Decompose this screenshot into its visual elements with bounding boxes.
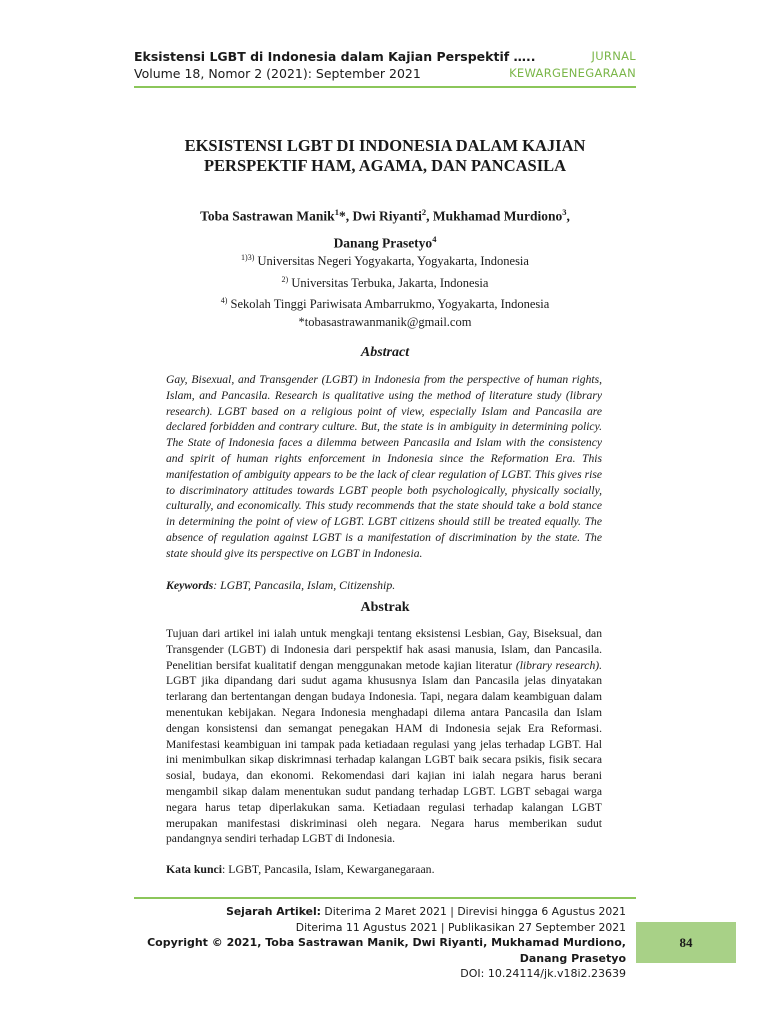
keywords-text: : LGBT, Pancasila, Islam, Citizenship. <box>213 578 396 592</box>
affiliation-text: Universitas Negeri Yogyakarta, Yogyakarta, Indonesia <box>257 254 529 269</box>
keywords-label: Keywords <box>166 578 214 592</box>
abstrak-text-part2: LGBT jika dipandang dari sudut agama khususnya Islam dan Pancasila jelas dinyatakan terlarang dan bertentangan dengan budaya Indonesia. Tapi, negara dalam keambiguan dalam menentukan kebijakan. Negara Indonesia menghadapi dilema antara Pancasila dan Islam dengan konsistensi dan semangat penegakan HAM di Indonesia sejak Era Reformasi. Manifestasi keambiguan ini tampak pada ketiadaan regulasi yang jelas terhadap LGBT. Hal ini menimbulkan sikap diskrimnasi terhadap kalangan LGBT baik secara psikis, fisik secara sosial, budaya, dan ekonomi. Rekomendasi dari kajian ini ialah negara harus berani mengambil sikap dalam menentukan sudut pandang terhadap LGBT. LGBT sebagai warga negara harus tetap diperlakukan sama. Ketiadaan regulasi terhadap kalangan LGBT merupakan manifestasi diskriminasi oleh negara. Negara harus memberikan sudut pandangnya sendiri terhadap LGBT di Indonesia. <box>166 674 602 846</box>
page-number: 84 <box>636 922 736 963</box>
header-left <box>134 48 536 82</box>
affiliation-item <box>134 249 636 271</box>
paper-title <box>134 136 636 176</box>
journal-name-line1: JURNAL <box>591 49 636 63</box>
kata-kunci <box>166 862 602 877</box>
volume-info: Volume 18, Nomor 2 (2021): September 2021 <box>134 66 421 81</box>
kata-kunci-label: Kata kunci <box>166 862 223 876</box>
abstract-body: Gay, Bisexual, and Transgender (LGBT) in Indonesia from the perspective of human rights, Islam, and Pancasila. Research is qualitative using the method of literature study (library research). LGBT based on a religious point of view, especially Islam and Pancasila are declared forbidden and contrary culture. But, the state is in ambiguity in determining policy. The State of Indonesia faces a dilemma between Pancasila and Islam with the consistency and spirit of human rights enforcement in Indonesia since the Reformation Era. This manifestation of ambiguity appears to be the lack of clear regulation of LGBT. This gives rise to discriminatory attitudes towards LGBT people both psychologically, physically socially, culturally, and economically. This study recommends that the state should take a bold stance in determining the point of view of LGBT. LGBT citizens should still be treated equally. The absence of regulation against LGBT is a manifestation of discrimination by the state. The state should give its perspective on LGBT in Indonesia. <box>166 373 602 560</box>
history-line1: Diterima 2 Maret 2021 | Direvisi hingga 6 Agustus 2021 <box>320 905 626 918</box>
paper-title-line2: PERSPEKTIF HAM, AGAMA, DAN PANCASILA <box>203 156 567 175</box>
abstrak-text-part1: Tujuan dari artikel ini ialah untuk mengkaji tentang eksistensi Lesbian, Gay, Biseksual, dan Transgender (LGBT) di Indonesia dari perspektif hak asasi manusia, Islam, dan Pancasila. Penelitian bersifat kualitatif dengan menggunakan metode kajian literatur <box>166 627 602 672</box>
author-name: Dwi Riyanti <box>352 208 422 224</box>
affiliation-sup: 1)3) <box>241 253 255 262</box>
history-line2: Diterima 11 Agustus 2021 | Publikasikan 27 September 2021 <box>295 920 626 934</box>
keywords <box>166 578 602 593</box>
header-divider <box>134 86 636 88</box>
author-name: Toba Sastrawan Manik <box>200 208 335 224</box>
copyright-line2: Danang Prasetyo <box>519 951 626 965</box>
affiliation-list <box>134 249 636 331</box>
running-title: Eksistensi LGBT di Indonesia dalam Kajian Perspektif ….. <box>134 49 536 64</box>
kata-kunci-text: : LGBT, Pancasila, Islam, Kewarganegaraan. <box>222 862 435 876</box>
copyright-line1: Copyright © 2021, Toba Sastrawan Manik, Dwi Riyanti, Mukhamad Murdiono, <box>147 936 626 949</box>
abstrak-body <box>166 626 602 847</box>
article-footer <box>134 904 626 982</box>
doi-link[interactable]: DOI: 10.24114/jk.v18i2.23639 <box>460 967 626 980</box>
paper-title-line1: EKSISTENSI LGBT DI INDONESIA DALAM KAJIAN <box>184 136 586 155</box>
abstrak-heading: Abstrak <box>360 600 410 615</box>
article-history <box>134 904 626 920</box>
affiliation-item <box>134 292 636 314</box>
affiliation-text: Sekolah Tinggi Pariwisata Ambarrukmo, Yogyakarta, Indonesia <box>230 297 550 312</box>
author-name: Mukhamad Murdiono <box>432 208 563 224</box>
footer-divider <box>134 897 636 899</box>
author-sup: 3 <box>562 207 567 217</box>
author-name: Danang Prasetyo <box>333 235 433 250</box>
author-sup: 4 <box>432 233 437 244</box>
history-label: Sejarah Artikel: <box>226 905 321 918</box>
affiliation-text: Universitas Terbuka, Jakarta, Indonesia <box>291 275 489 290</box>
corresponding-mark: * <box>338 208 346 224</box>
journal-name-line2: KEWARGENEGARAAN <box>509 66 636 80</box>
abstrak-text-italic: (library research). <box>515 658 603 672</box>
corresponding-email: *tobasastrawanmanik@gmail.com <box>298 314 472 329</box>
author-sup: 1 <box>334 207 339 217</box>
author-list: Toba Sastrawan Manik$^1$*, Dwi Riyanti$^2$, Mukhamad Murdiono$^3$, Danang Prasetyo$^4$ <box>200 207 570 250</box>
author-sup: 2 <box>421 207 427 217</box>
affiliation-item <box>134 271 636 293</box>
affiliation-sup: 2) <box>281 274 289 284</box>
affiliation-sup: 4) <box>220 296 228 306</box>
abstract-heading: Abstract <box>360 345 410 360</box>
journal-name <box>509 48 636 82</box>
